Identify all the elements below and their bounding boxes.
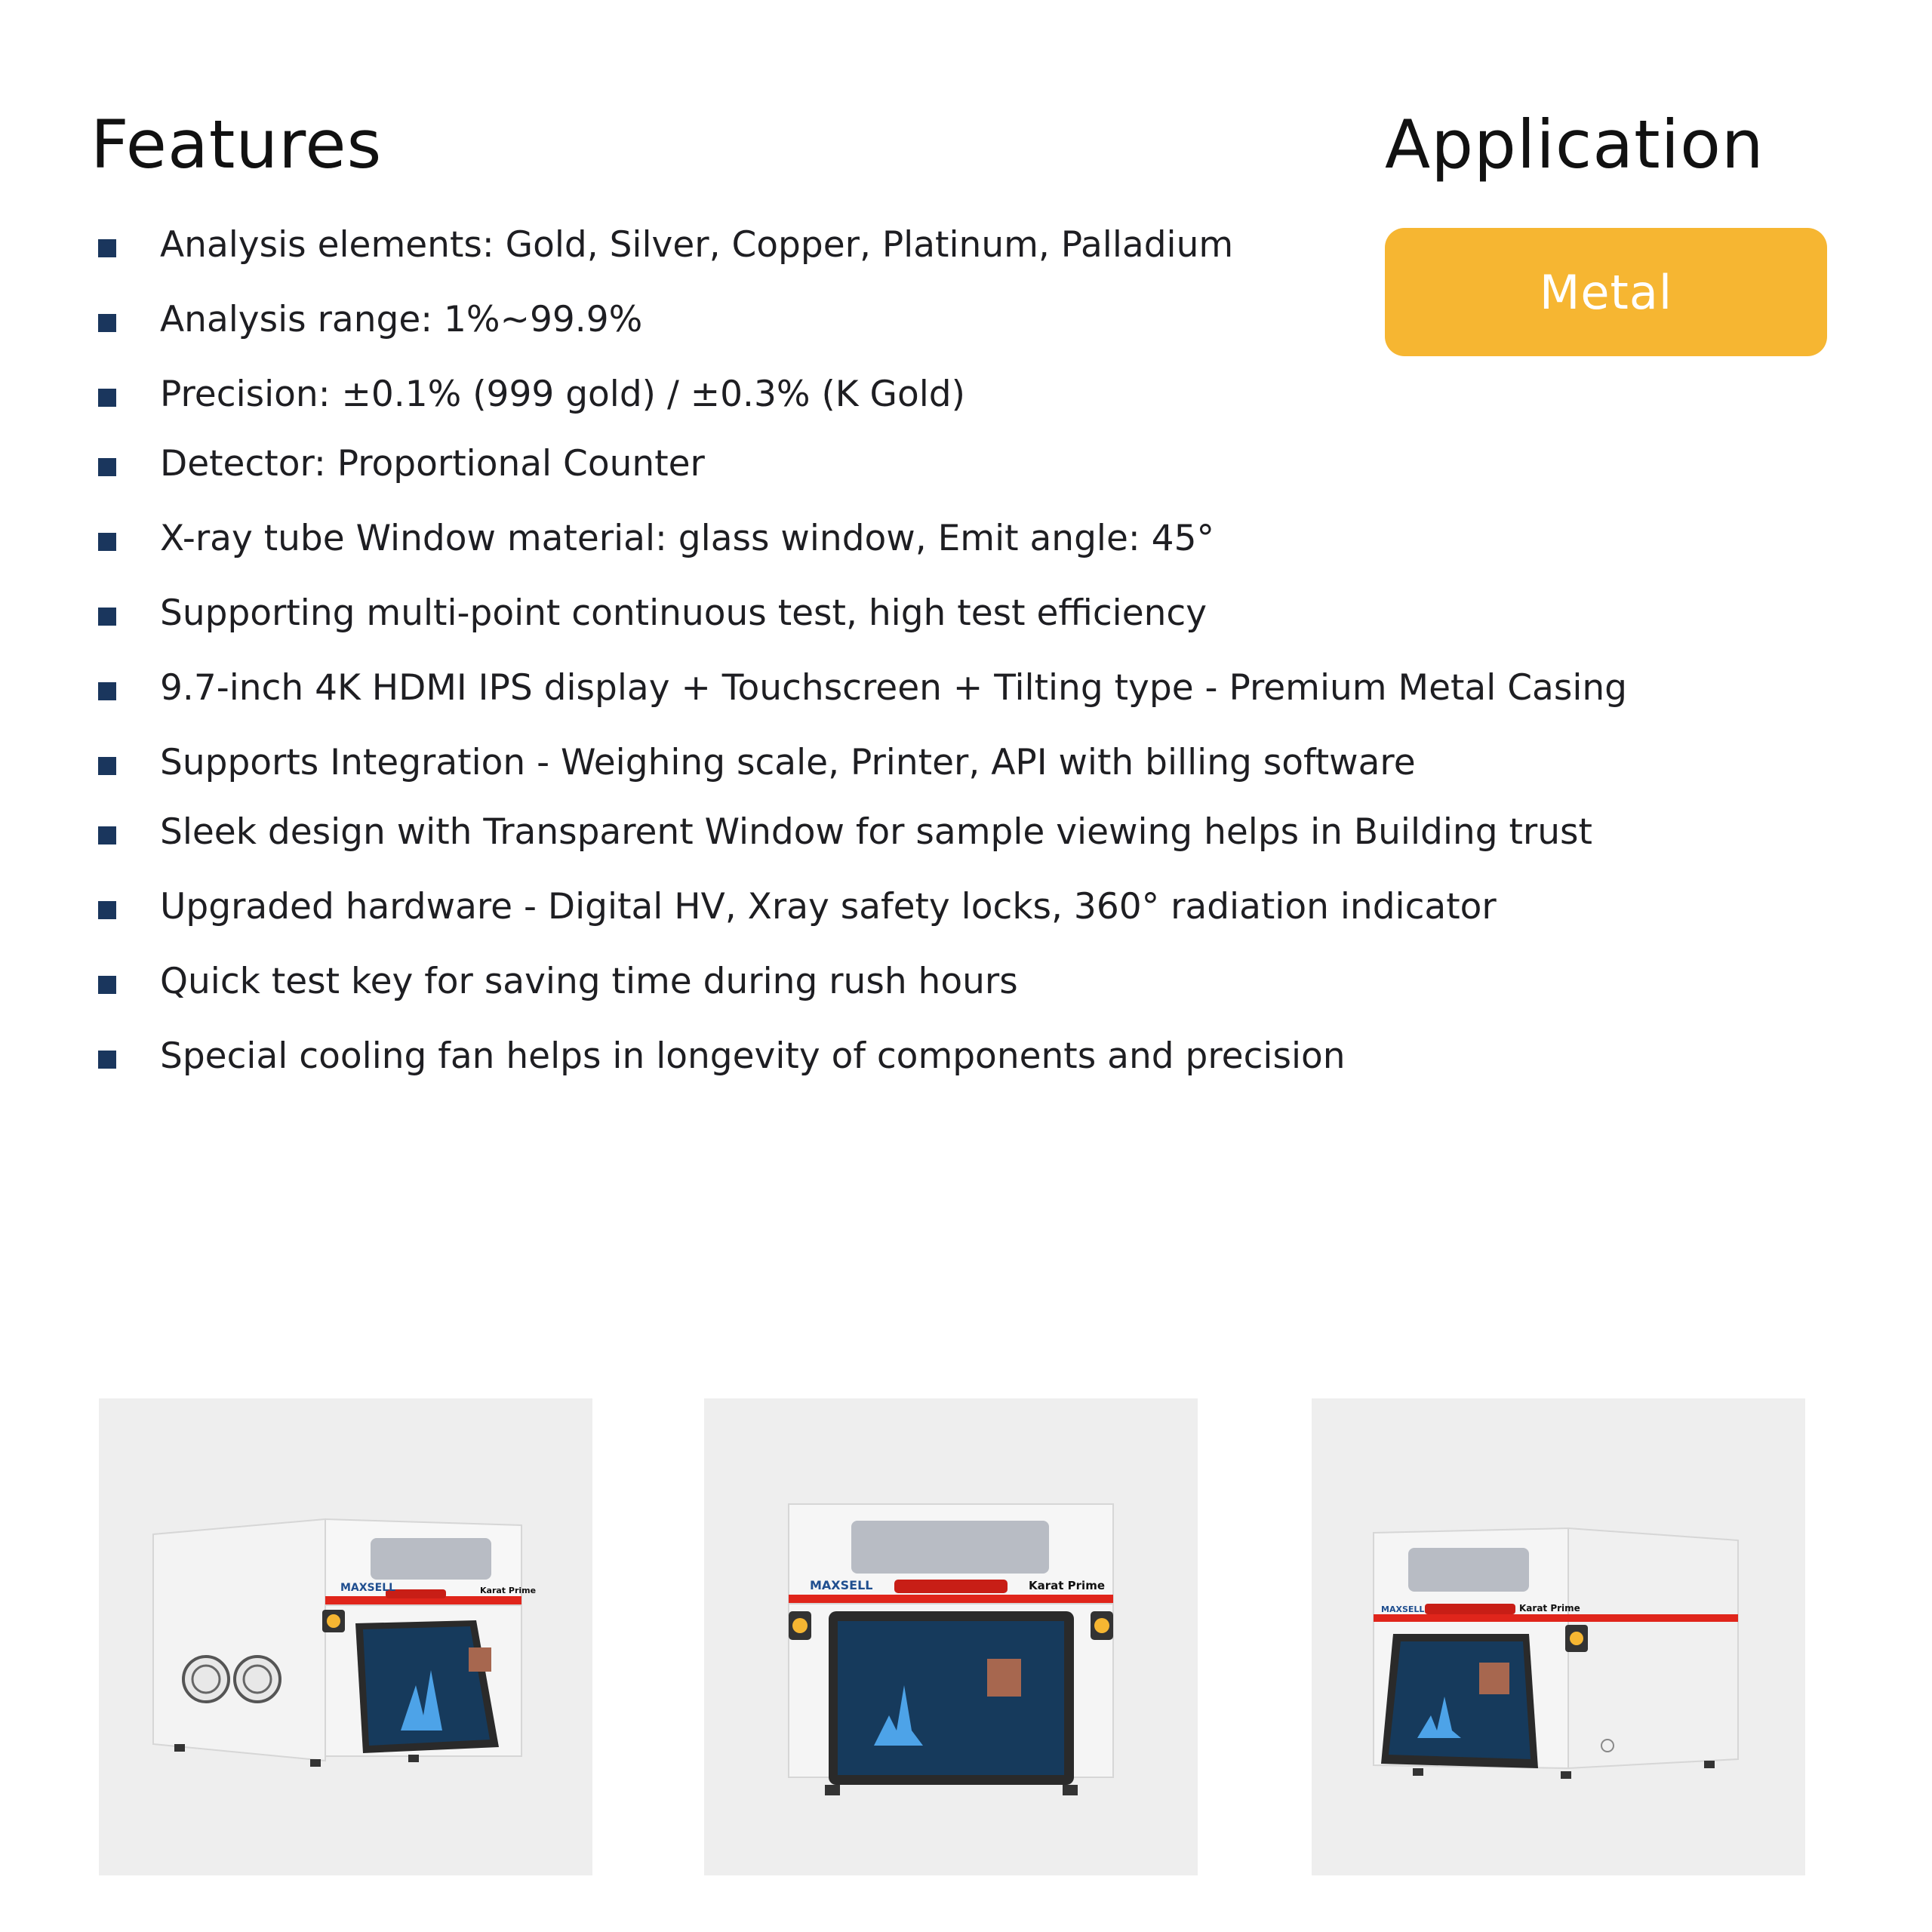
square-bullet-icon (98, 976, 116, 994)
product-image-front-view (704, 1398, 1198, 1875)
features-heading: Features (91, 106, 383, 183)
application-badge-metal[interactable]: Metal (1385, 228, 1827, 356)
square-bullet-icon (98, 757, 116, 775)
cooling-fan-icon (235, 1657, 280, 1702)
square-bullet-icon (98, 608, 116, 626)
square-bullet-icon (98, 901, 116, 919)
xrf-analyzer-angled-illustration (1312, 1398, 1805, 1875)
radiation-indicator-icon (792, 1618, 808, 1633)
product-image-angled-view (1312, 1398, 1805, 1875)
radiation-indicator-icon (1570, 1632, 1583, 1645)
square-bullet-icon (98, 314, 116, 332)
radiation-indicator-icon (327, 1614, 340, 1628)
xrf-analyzer-front-illustration (704, 1398, 1198, 1875)
square-bullet-icon (98, 682, 116, 700)
square-bullet-icon (98, 389, 116, 407)
product-image-side-view (99, 1398, 592, 1875)
square-bullet-icon (98, 239, 116, 257)
product-model-label: Karat Prime (1029, 1579, 1105, 1592)
radiation-indicator-icon (1094, 1618, 1109, 1633)
product-brand-label: MAXSELL (1381, 1604, 1425, 1614)
device-screen (838, 1621, 1064, 1775)
application-heading: Application (1385, 106, 1764, 183)
square-bullet-icon (98, 826, 116, 844)
xrf-analyzer-side-illustration (99, 1398, 592, 1875)
square-bullet-icon (98, 458, 116, 476)
cooling-fan-icon (183, 1657, 229, 1702)
device-screen (1389, 1641, 1531, 1759)
product-brand-label: MAXSELL (340, 1582, 396, 1594)
product-model-label: Karat Prime (1519, 1603, 1580, 1614)
product-model-label: Karat Prime (480, 1586, 537, 1595)
square-bullet-icon (98, 533, 116, 551)
square-bullet-icon (98, 1051, 116, 1069)
product-brand-label: MAXSELL (810, 1578, 873, 1592)
